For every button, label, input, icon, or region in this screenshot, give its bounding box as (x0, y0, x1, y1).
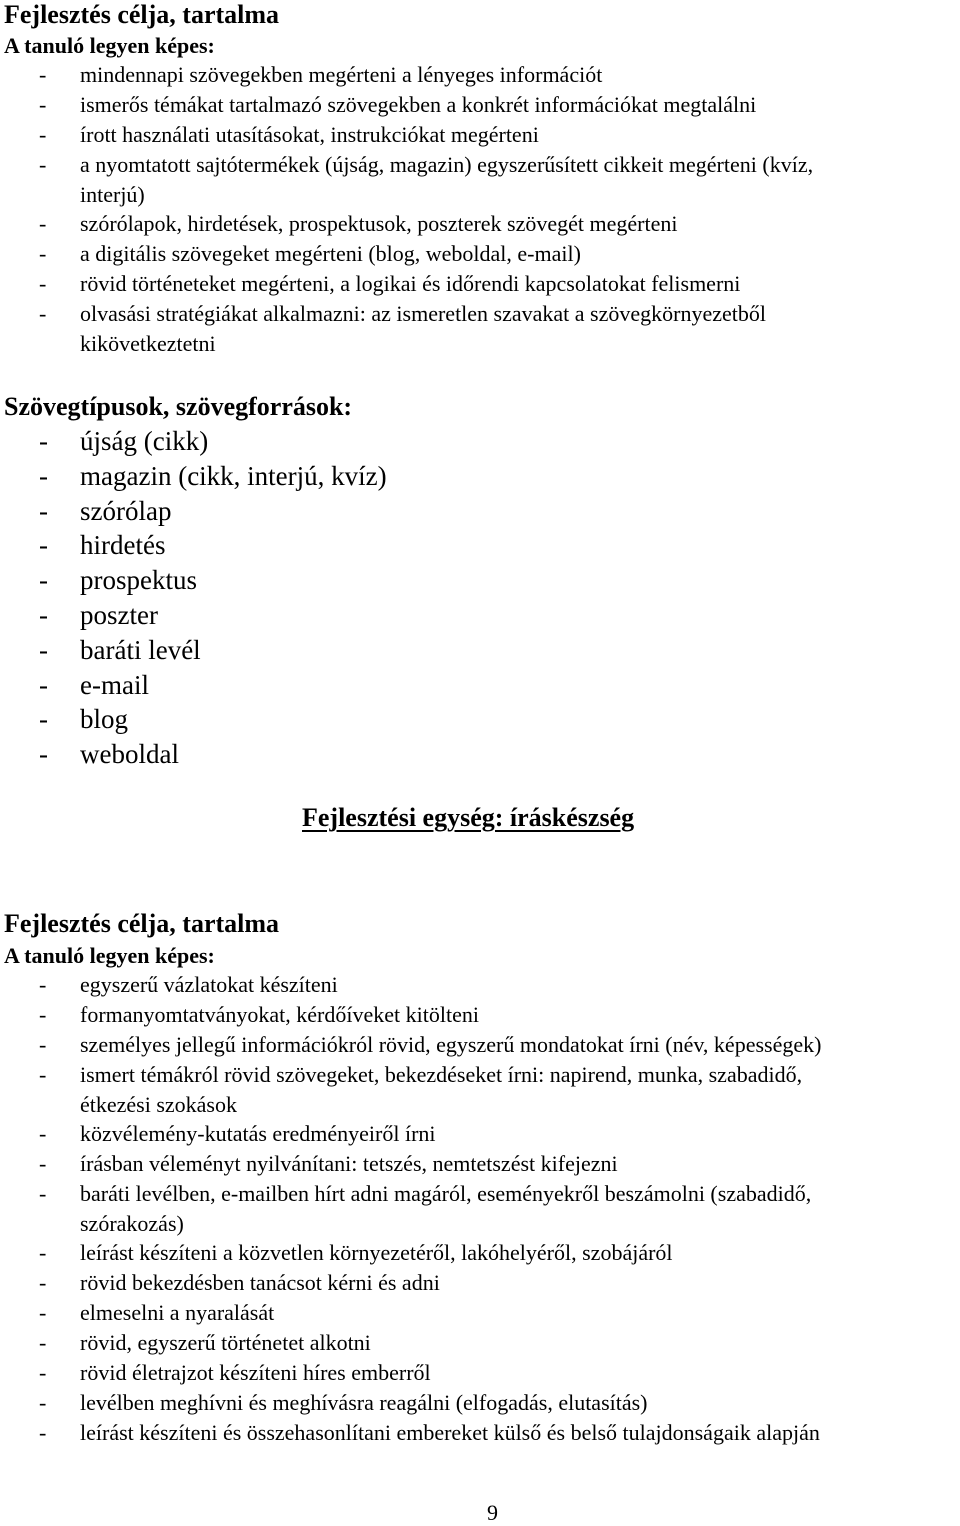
bullet-dash: - (39, 92, 47, 117)
list-item-text: egyszerű vázlatokat készíteni (80, 972, 338, 997)
bullet-dash: - (39, 122, 47, 147)
bullet-dash: - (39, 634, 48, 665)
list-item-text-continued: kikövetkeztetni (80, 331, 216, 356)
list-item-text: szórólap (80, 495, 172, 526)
list-item-text: hirdetés (80, 530, 166, 561)
bullet-dash: - (39, 1270, 47, 1295)
bullet-dash: - (39, 669, 48, 700)
bullet-dash: - (39, 460, 48, 491)
unit-title: Fejlesztési egység: íráskészség (302, 803, 635, 832)
list-item-text: ismerős témákat tartalmazó szövegekben a konkrét információkat megtalálni (80, 92, 757, 117)
list-item-text: e-mail (80, 669, 149, 700)
bullet-dash: - (39, 530, 48, 561)
section2-heading: Szövegtípusok, szövegforrások: (4, 392, 353, 421)
page-number: 9 (487, 1500, 498, 1525)
section1-intro: A tanuló legyen képes: (4, 33, 215, 58)
list-item-text: rövid életrajzot készíteni híres emberről (80, 1360, 431, 1385)
bullet-dash: - (39, 211, 47, 236)
list-item-text: újság (cikk) (80, 426, 209, 456)
list-item-text: rövid, egyszerű történetet alkotni (80, 1330, 371, 1355)
section3-intro: A tanuló legyen képes: (4, 943, 215, 968)
list-item-text: rövid történeteket megérteni, a logikai és időrendi kapcsolatokat felismerni (80, 271, 741, 296)
section3-heading: Fejlesztés célja, tartalma (4, 909, 280, 938)
list-item-text: írásban véleményt nyilvánítani: tetszés, nemtetszést kifejezni (80, 1151, 618, 1176)
list-item-text: poszter (80, 599, 158, 630)
bullet-dash: - (39, 1420, 47, 1445)
list-item-text: rövid bekezdésben tanácsot kérni és adni (80, 1270, 440, 1295)
bullet-dash: - (39, 1240, 47, 1265)
bullet-dash: - (39, 1032, 47, 1057)
list-item-text: személyes jellegű információkról rövid, egyszerű mondatokat írni (név, képességek) (80, 1032, 822, 1057)
list-item-text: baráti levél (80, 634, 201, 665)
list-item-text: írott használati utasításokat, instrukciókat megérteni (80, 122, 539, 147)
list-item-text-continued: szórakozás) (80, 1211, 184, 1236)
bullet-dash: - (39, 1330, 47, 1355)
bullet-dash: - (39, 739, 48, 770)
list-item-text: a nyomtatott sajtótermékek (újság, magazin) egyszerűsített cikkeit megérteni (kvíz, (80, 152, 814, 177)
list-item-text: baráti levélben, e-mailben hírt adni magáról, eseményekről beszámolni (szabadidő, (80, 1181, 812, 1206)
list-item-text: ismert témákról rövid szövegeket, bekezdéseket írni: napirend, munka, szabadidő, (80, 1062, 803, 1087)
bullet-dash: - (39, 1390, 47, 1415)
bullet-dash: - (39, 62, 47, 87)
list-item-text: magazin (cikk, interjú, kvíz) (80, 460, 387, 491)
section1-heading: Fejlesztés célja, tartalma (4, 0, 280, 29)
bullet-dash: - (39, 704, 48, 735)
list-item-text: leírást készíteni a közvetlen környezetéről, lakóhelyéről, szobájáról (80, 1240, 673, 1265)
bullet-dash: - (39, 426, 48, 456)
bullet-dash: - (39, 241, 47, 266)
list-item-text-continued: interjú) (80, 182, 145, 207)
bullet-dash: - (39, 495, 48, 526)
list-item-text: a digitális szövegeket megérteni (blog, weboldal, e-mail) (80, 241, 581, 266)
bullet-dash: - (39, 1002, 47, 1027)
bullet-dash: - (39, 1121, 47, 1146)
list-item-text: weboldal (80, 739, 179, 770)
bullet-dash: - (39, 152, 47, 177)
list-item-text: elmeselni a nyaralását (80, 1300, 275, 1325)
bullet-dash: - (39, 565, 48, 596)
bullet-dash: - (39, 1062, 47, 1087)
list-item-text-continued: étkezési szokások (80, 1092, 237, 1117)
bullet-dash: - (39, 271, 47, 296)
bullet-dash: - (39, 1360, 47, 1385)
bullet-dash: - (39, 1181, 47, 1206)
list-item-text: levélben meghívni és meghívásra reagálni (elfogadás, elutasítás) (80, 1390, 648, 1415)
list-item-text: szórólapok, hirdetések, prospektusok, poszterek szövegét megérteni (80, 211, 678, 236)
list-item-text: formanyomtatványokat, kérdőíveket kitölteni (80, 1002, 479, 1027)
bullet-dash: - (39, 972, 47, 997)
bullet-dash: - (39, 1300, 47, 1325)
list-item-text: prospektus (80, 565, 197, 596)
list-item-text: olvasási stratégiákat alkalmazni: az ismeretlen szavakat a szövegkörnyezetből (80, 301, 766, 326)
list-item-text: blog (80, 704, 129, 735)
bullet-dash: - (39, 1151, 47, 1176)
list-item-text: leírást készíteni és összehasonlítani embereket külső és belső tulajdonságaik alapján (80, 1420, 820, 1445)
list-item-text: mindennapi szövegekben megérteni a lényeges információt (80, 62, 603, 87)
bullet-dash: - (39, 599, 48, 630)
list-item-text: közvélemény-kutatás eredményeiről írni (80, 1121, 436, 1146)
bullet-dash: - (39, 301, 47, 326)
